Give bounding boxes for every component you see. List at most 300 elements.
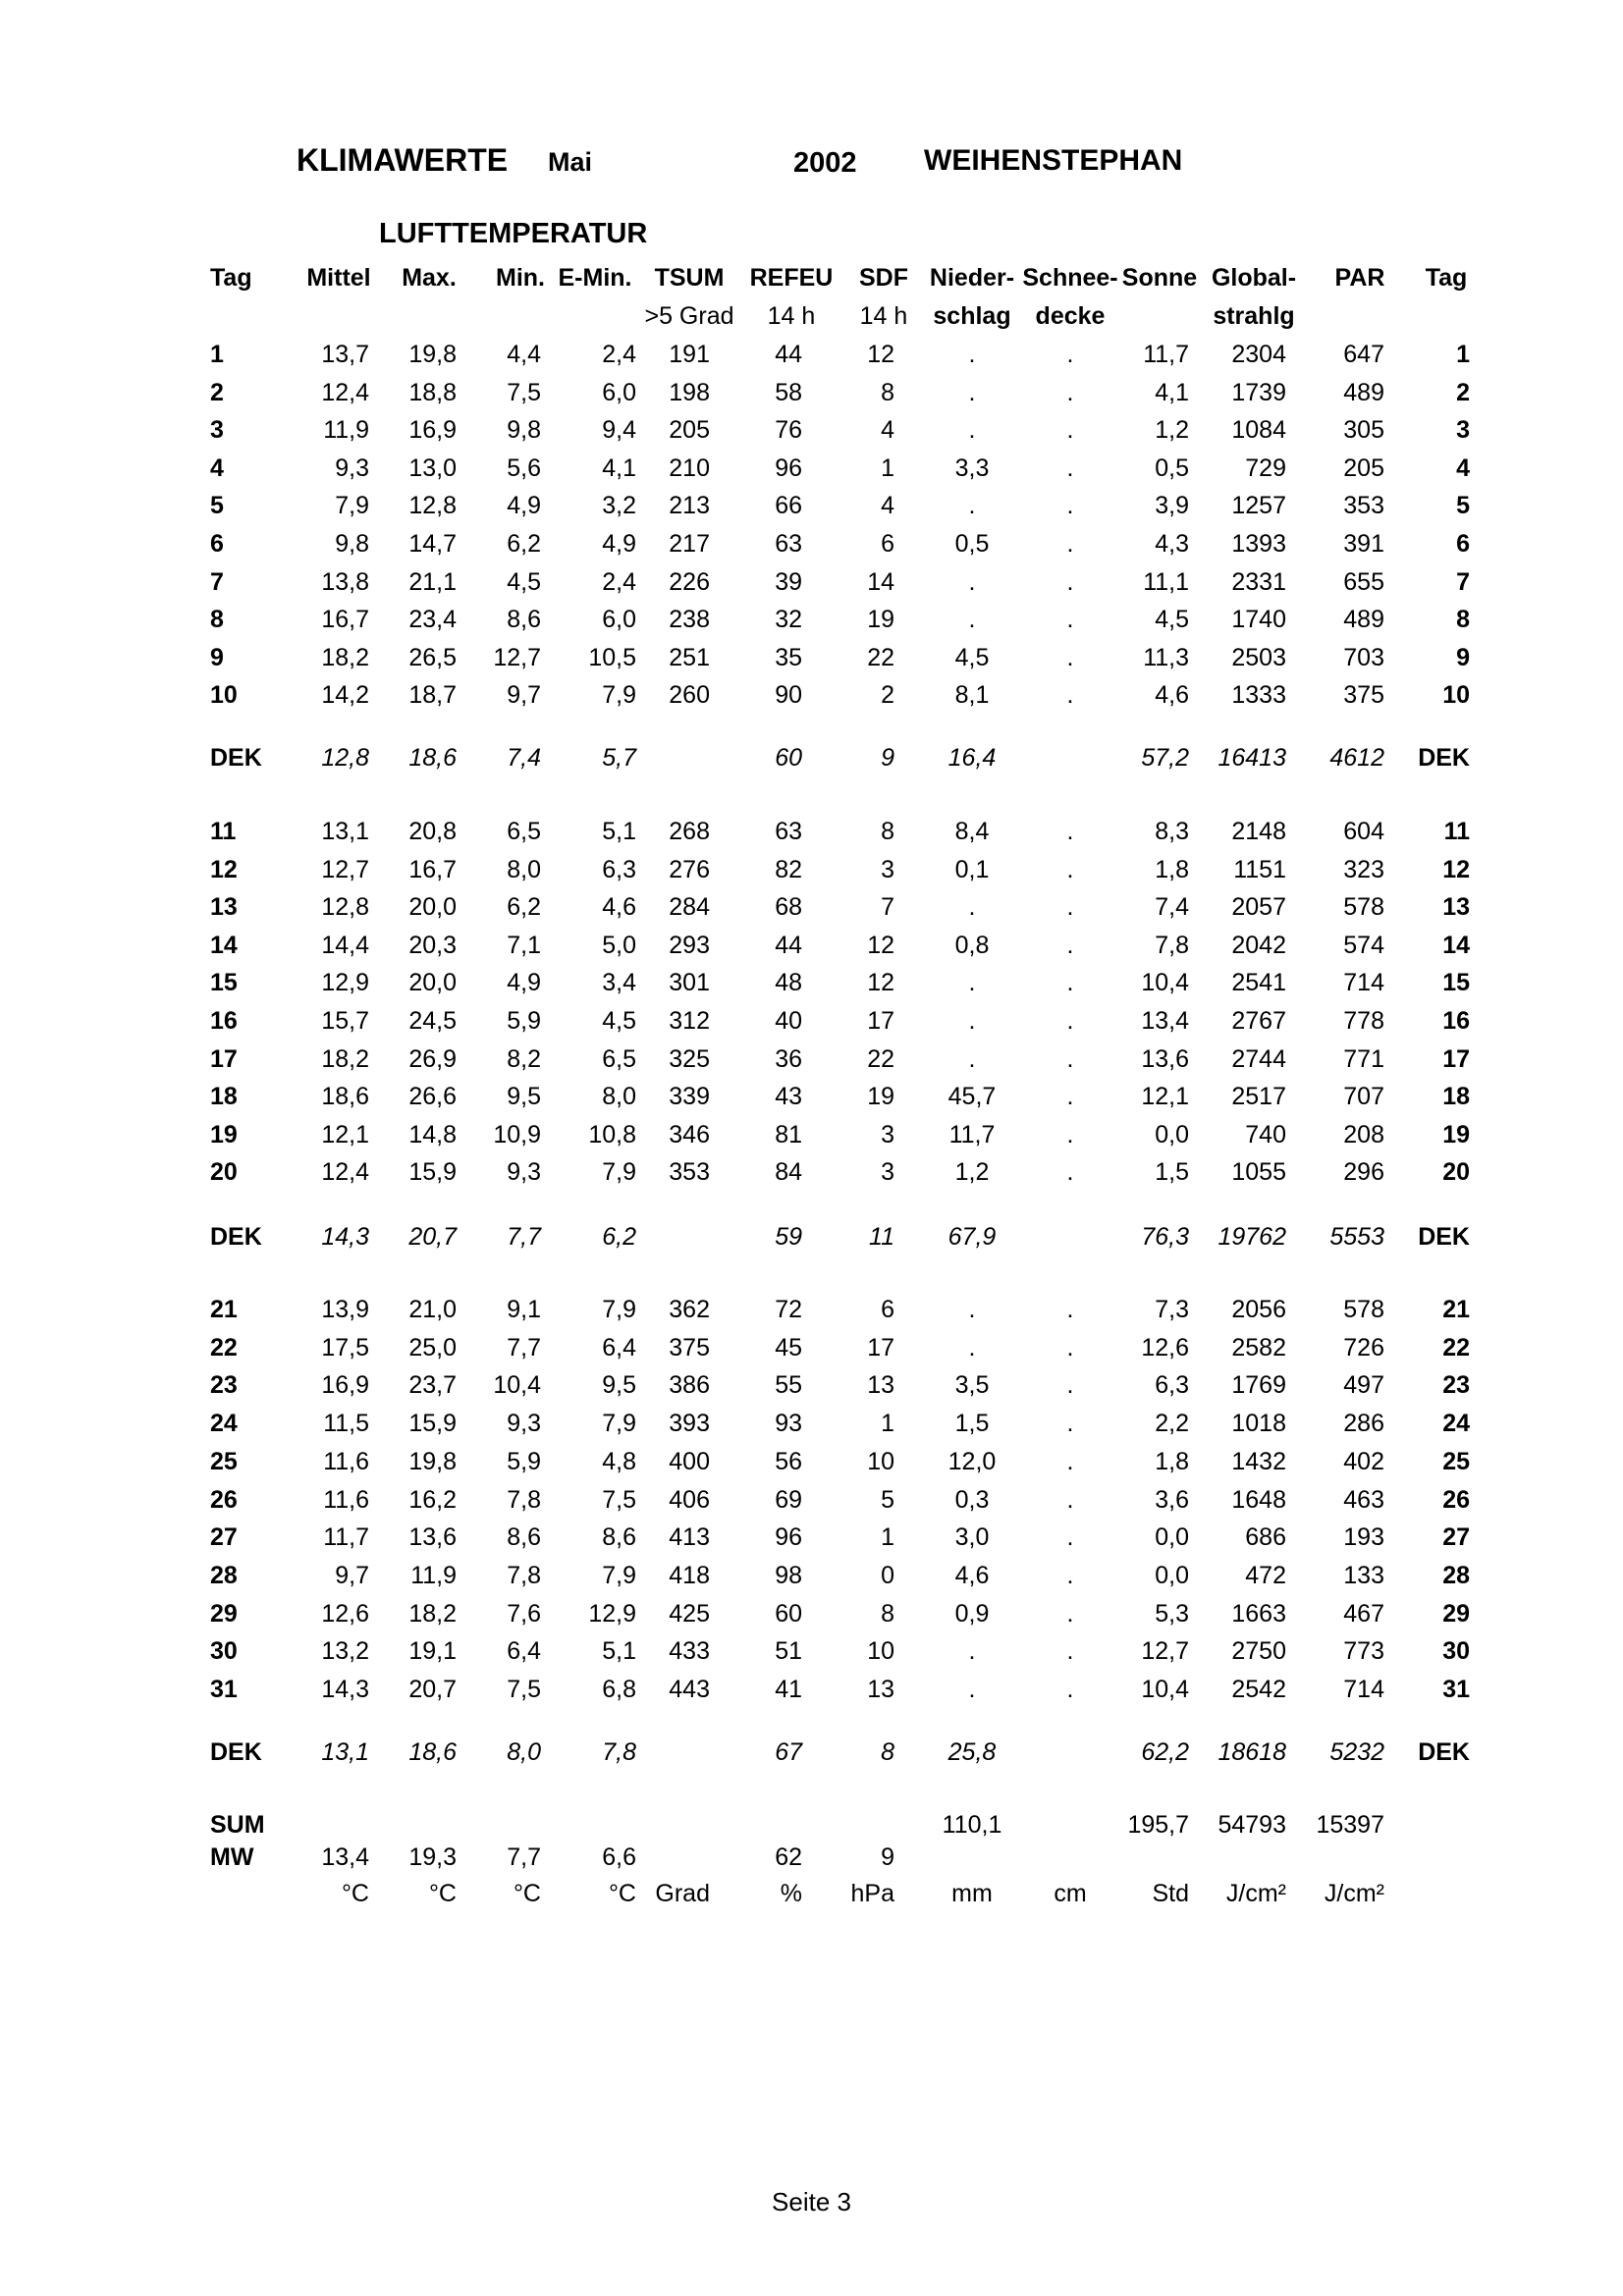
dekade-row: 5,7 [602,744,636,772]
table-row: 8,0 [507,855,541,883]
dekade-row: 59 [775,1223,802,1251]
table-row: 4,9 [602,530,636,558]
table-row: 21,1 [408,567,457,596]
table-row: 7,9 [602,1296,636,1323]
table-row: 3,9 [1155,492,1189,520]
table-row: 2042 [1231,931,1286,959]
table-row: . [1066,643,1074,671]
table-row: 12,7 [321,855,369,883]
table-row: 96 [775,454,802,482]
table-row: 3,4 [602,969,636,997]
table-row: 12,1 [1141,1083,1189,1111]
table-row: 7,8 [507,1485,541,1514]
table-row: 13,8 [321,567,369,596]
table-row: 8,6 [602,1523,636,1552]
table-row: 29 [210,1599,238,1628]
dekade-row: 11 [869,1223,894,1251]
table-row: 14,8 [408,1120,457,1148]
table-row: 1,8 [1155,855,1189,883]
table-row: 20 [1442,1158,1470,1187]
table-row: 10 [210,681,238,710]
unit-label: °C [428,1880,457,1907]
table-row: 353 [1343,492,1384,520]
table-row: 17 [1442,1044,1470,1073]
table-row: 22 [1442,1333,1470,1362]
table-row: 276 [669,855,710,883]
table-row: 778 [1343,1007,1384,1035]
table-row: . [1066,1158,1074,1187]
table-row: 23 [210,1371,238,1400]
table-row: 7,5 [507,1676,541,1703]
column-header: Mittel [306,264,371,292]
table-row: 7,9 [602,681,636,710]
dekade-row: 67 [775,1738,802,1766]
table-row: 18,8 [408,378,457,406]
table-row: 41 [775,1676,802,1703]
table-row: 3,0 [954,1523,990,1552]
table-row: 574 [1343,931,1384,959]
table-row: 2056 [1231,1296,1286,1323]
table-row: 12,6 [321,1599,369,1628]
table-row: 27 [210,1523,238,1552]
table-row: 14 [867,567,894,596]
table-row: 12 [867,341,894,368]
table-row: 11,6 [323,1485,369,1514]
table-row: 11,6 [323,1447,369,1475]
table-row: 6,4 [602,1333,636,1362]
table-row: 19 [867,1083,894,1111]
column-subheader: decke [1035,302,1106,330]
table-row: 30 [1442,1637,1470,1666]
table-row: . [1066,1447,1074,1475]
table-row: . [1066,969,1074,997]
dekade-row: 76,3 [1141,1223,1189,1251]
table-row: 12,8 [408,492,457,520]
table-row: 402 [1343,1447,1384,1475]
unit-label: Std [1152,1880,1189,1907]
table-row: 497 [1343,1371,1384,1400]
table-row: 391 [1343,530,1384,558]
table-row: 10 [867,1447,894,1475]
table-row: 578 [1343,893,1384,922]
column-subheader: >5 Grad [644,302,734,330]
table-row: 7 [210,567,224,596]
table-row: 6,0 [602,378,636,406]
dekade-row: 12,8 [321,744,369,772]
table-row: . [1066,1676,1074,1703]
table-row: 489 [1343,378,1384,406]
table-row: 16 [1442,1007,1470,1035]
column-header: Min. [496,264,545,292]
table-row: 23,4 [408,606,457,634]
table-row: 5,0 [602,931,636,959]
table-row: 6,0 [602,606,636,634]
table-row: 8,2 [507,1044,541,1073]
table-row: . [1066,1485,1074,1514]
table-row: 11,9 [410,1561,457,1589]
column-header: Schnee- [1022,264,1118,292]
table-row: 25,0 [408,1333,457,1362]
table-row: 13 [1442,893,1470,922]
table-row: 1 [210,341,224,368]
dekade-row: 57,2 [1141,744,1189,772]
table-row: 362 [669,1296,710,1323]
table-row: 325 [669,1044,710,1073]
table-row: . [968,341,976,368]
table-row: 2,2 [1155,1410,1189,1438]
table-row: 6 [1456,530,1470,558]
dekade-row: 7,7 [507,1223,541,1251]
table-row: 15 [1442,969,1470,997]
table-row: 489 [1343,606,1384,634]
table-row: 22 [210,1333,238,1362]
table-row: 301 [669,969,710,997]
table-row: . [1066,416,1074,445]
table-row: 8,6 [507,606,541,634]
table-row: 2148 [1231,818,1286,845]
table-row: 51 [775,1637,802,1666]
table-row: 2,4 [602,567,636,596]
table-row: 1,2 [1155,416,1189,445]
table-row: . [1066,681,1074,710]
table-row: 11,7 [948,1120,996,1148]
table-row: 56 [775,1447,802,1475]
table-row: 23 [1442,1371,1470,1400]
table-row: 7 [881,893,894,922]
table-row: 0,9 [954,1599,990,1628]
table-row: 2744 [1231,1044,1286,1073]
table-row: 9,7 [335,1561,369,1589]
table-row: 18 [1442,1083,1470,1111]
table-row: 14,7 [408,530,457,558]
table-row: 0,8 [954,931,990,959]
table-row: 418 [669,1561,710,1589]
table-row: 13,9 [321,1296,369,1323]
table-row: 30 [210,1637,238,1666]
table-row: 96 [775,1523,802,1552]
table-row: 2 [881,681,894,710]
table-row: 4 [881,416,894,445]
table-row: 2750 [1231,1637,1286,1666]
table-row: 6 [210,530,224,558]
table-row: 48 [775,969,802,997]
table-row: 12,1 [321,1120,369,1148]
table-row: 23,7 [408,1371,457,1400]
table-row: 14,3 [321,1676,369,1703]
table-row: 43 [775,1083,802,1111]
table-row: 25 [210,1447,238,1475]
table-row: 3,5 [954,1371,990,1400]
table-row: 11,7 [323,1523,369,1552]
table-row: 6,3 [602,855,636,883]
table-row: 729 [1245,454,1286,482]
table-row: 18,2 [321,1044,369,1073]
table-row: 4,1 [1155,378,1189,406]
table-row: 9,3 [335,454,369,482]
table-row: 4,8 [602,1447,636,1475]
table-row: 81 [775,1120,802,1148]
column-header: Tag [1425,264,1468,292]
sum-row: SUM [210,1811,265,1839]
table-row: 76 [775,416,802,445]
table-row: 210 [669,454,710,482]
table-row: 22 [867,1044,894,1073]
column-header: E-Min. [558,264,632,292]
table-row: . [1066,1371,1074,1400]
table-row: 773 [1343,1637,1384,1666]
table-row: 19 [210,1120,238,1148]
table-row: 11,1 [1143,567,1189,596]
unit-label: hPa [850,1880,894,1907]
dekade-row: 18,6 [408,1738,457,1766]
table-row: 12,8 [321,893,369,922]
table-row: 393 [669,1410,710,1438]
table-row: 346 [669,1120,710,1148]
table-row: 13 [867,1676,894,1703]
column-subheader: strahlg [1213,302,1295,330]
table-row: 740 [1245,1120,1286,1148]
table-row: 36 [775,1044,802,1073]
dekade-row: DEK [1418,744,1470,772]
mean-row: 13,4 [321,1843,369,1871]
table-row: 26,6 [408,1083,457,1111]
table-row: 15,9 [408,1158,457,1187]
table-row: . [1066,1044,1074,1073]
column-header: Sonne [1121,264,1198,292]
table-row: 3,3 [954,454,990,482]
table-row: 16,2 [408,1485,457,1514]
table-row: 4 [881,492,894,520]
table-row: . [1066,1523,1074,1552]
table-row: 1,5 [1155,1158,1189,1187]
table-row: 15 [210,969,238,997]
table-row: 714 [1343,1676,1384,1703]
table-row: . [1066,341,1074,368]
table-row: 0,0 [1155,1120,1189,1148]
table-row: 16,7 [321,606,369,634]
table-row: 13 [867,1371,894,1400]
table-row: 12,9 [321,969,369,997]
table-row: 26 [1442,1485,1470,1514]
column-header: Tag [210,264,252,292]
dekade-row: 19762 [1217,1223,1286,1251]
table-row: 21,0 [408,1296,457,1323]
table-row: 29 [1442,1599,1470,1628]
table-row: 0,1 [954,855,990,883]
table-row: 305 [1343,416,1384,445]
table-row: 7,9 [602,1561,636,1589]
table-row: 14 [210,931,238,959]
table-row: 4,6 [1155,681,1189,710]
table-row: 20,3 [408,931,457,959]
table-row: 18,2 [321,643,369,671]
unit-label: % [780,1880,802,1907]
table-row: 578 [1343,1296,1384,1323]
table-row: . [968,378,976,406]
table-row: 11,7 [1143,341,1189,368]
table-row: . [1066,1120,1074,1148]
table-row: 11 [210,818,237,845]
table-row: 655 [1343,567,1384,596]
table-row: 16,7 [408,855,457,883]
table-row: 323 [1343,855,1384,883]
mean-row: 19,3 [408,1843,457,1871]
table-row: 20,0 [408,969,457,997]
table-row: 12,0 [947,1447,997,1475]
table-row: 2767 [1231,1007,1286,1035]
table-row: 1769 [1231,1371,1286,1400]
table-row: 44 [775,931,802,959]
table-row: 2331 [1231,567,1286,596]
table-row: 714 [1343,969,1384,997]
table-row: 7,6 [507,1599,541,1628]
table-row: 5,9 [507,1007,541,1035]
table-row: . [1066,1637,1074,1666]
table-row: 7,5 [602,1485,636,1514]
table-row: 375 [669,1333,710,1362]
table-row: 13,0 [408,454,457,482]
table-row: 44 [775,341,802,368]
table-row: 9,8 [507,416,541,445]
table-row: 1393 [1231,530,1286,558]
table-row: 293 [669,931,710,959]
table-row: 8 [881,378,894,406]
unit-label: °C [341,1880,369,1907]
table-row: 8,1 [954,681,990,710]
table-row: 7,5 [507,378,541,406]
table-row: 286 [1343,1410,1384,1438]
table-row: 2517 [1231,1083,1286,1111]
table-row: 260 [669,681,710,710]
table-row: . [1066,378,1074,406]
unit-label: J/cm² [1324,1880,1384,1907]
table-row: 6,2 [507,893,541,922]
table-row: . [968,492,976,520]
table-row: 55 [775,1371,802,1400]
unit-label: J/cm² [1225,1880,1286,1907]
table-row: 7,3 [1155,1296,1189,1323]
table-row: 18,2 [408,1599,457,1628]
table-row: 11,3 [1143,643,1189,671]
table-row: 9,5 [507,1083,541,1111]
unit-label: cm [1054,1880,1087,1907]
dekade-row: DEK [1418,1738,1470,1766]
table-row: 4 [1456,454,1470,482]
table-row: 2503 [1231,643,1286,671]
table-row: 4,6 [954,1561,990,1589]
table-row: 28 [210,1561,238,1589]
table-row: 133 [1343,1561,1384,1589]
table-row: 9,1 [507,1296,541,1323]
table-row: 463 [1343,1485,1384,1514]
table-row: 9,3 [507,1410,541,1438]
table-row: 1740 [1231,606,1286,634]
table-row: 45 [775,1333,802,1362]
table-row: 686 [1245,1523,1286,1552]
table-row: 1,2 [954,1158,990,1187]
table-row: 31 [210,1676,238,1703]
table-row: 2 [210,378,224,406]
table-row: 238 [669,606,710,634]
table-row: 1 [881,454,894,482]
table-row: 19 [1442,1120,1470,1148]
table-row: 4,1 [602,454,636,482]
table-row: 66 [775,492,802,520]
table-row: 5 [210,492,224,520]
table-row: 8,3 [1155,818,1189,845]
table-row: 16 [210,1007,238,1035]
table-row: . [1066,1561,1074,1589]
table-row: 8,0 [602,1083,636,1111]
table-row: 771 [1343,1044,1384,1073]
dekade-row: 5553 [1329,1223,1384,1251]
table-row: 707 [1343,1083,1384,1111]
table-row: . [968,1676,976,1703]
unit-label: °C [513,1880,541,1907]
table-row: 7,4 [1155,893,1189,922]
dekade-row: 13,1 [321,1738,369,1766]
table-row: 82 [775,855,802,883]
table-row: 3,6 [1155,1485,1189,1514]
dekade-row: DEK [1418,1223,1470,1251]
column-header: Nieder- [929,264,1015,292]
table-row: 339 [669,1083,710,1111]
table-row: . [1066,606,1074,634]
table-row: 1 [1456,341,1470,368]
table-row: 433 [669,1637,710,1666]
dekade-row: 18618 [1217,1738,1286,1766]
table-row: . [968,893,976,922]
table-row: 16,9 [408,416,457,445]
table-row: 12,4 [321,1158,369,1187]
table-row: 60 [775,1599,802,1628]
table-row: 375 [1343,681,1384,710]
column-header: TSUM [654,264,725,292]
table-row: 16,9 [321,1371,369,1400]
table-row: . [1066,1296,1074,1323]
table-row: 5 [1456,492,1470,520]
table-row: 84 [775,1158,802,1187]
table-row: 10,5 [588,643,636,671]
table-row: 19 [867,606,894,634]
table-row: 6,5 [602,1044,636,1073]
table-row: 26,9 [408,1044,457,1073]
table-row: 7 [1456,567,1470,596]
table-row: 9,5 [602,1371,636,1400]
table-row: 9,8 [335,530,369,558]
table-row: 10,9 [493,1120,541,1148]
unit-label: °C [608,1880,636,1907]
table-row: . [968,606,976,634]
dekade-row: 4612 [1329,744,1384,772]
table-row: 604 [1343,818,1384,845]
report-month: Mai [548,147,593,177]
table-row: 13 [210,893,238,922]
table-row: 425 [669,1599,710,1628]
mean-row: 7,7 [507,1843,541,1871]
table-row: 0 [881,1561,894,1589]
table-row: 14 [1442,931,1470,959]
table-row: . [968,1007,976,1035]
table-row: 18,6 [321,1083,369,1111]
table-row: 6 [881,530,894,558]
table-row: 18 [210,1083,238,1111]
table-row: 5,9 [507,1447,541,1475]
table-row: 69 [775,1485,802,1514]
table-row: 1 [881,1523,894,1552]
table-row: . [1066,1083,1074,1111]
table-row: 8 [210,606,224,634]
